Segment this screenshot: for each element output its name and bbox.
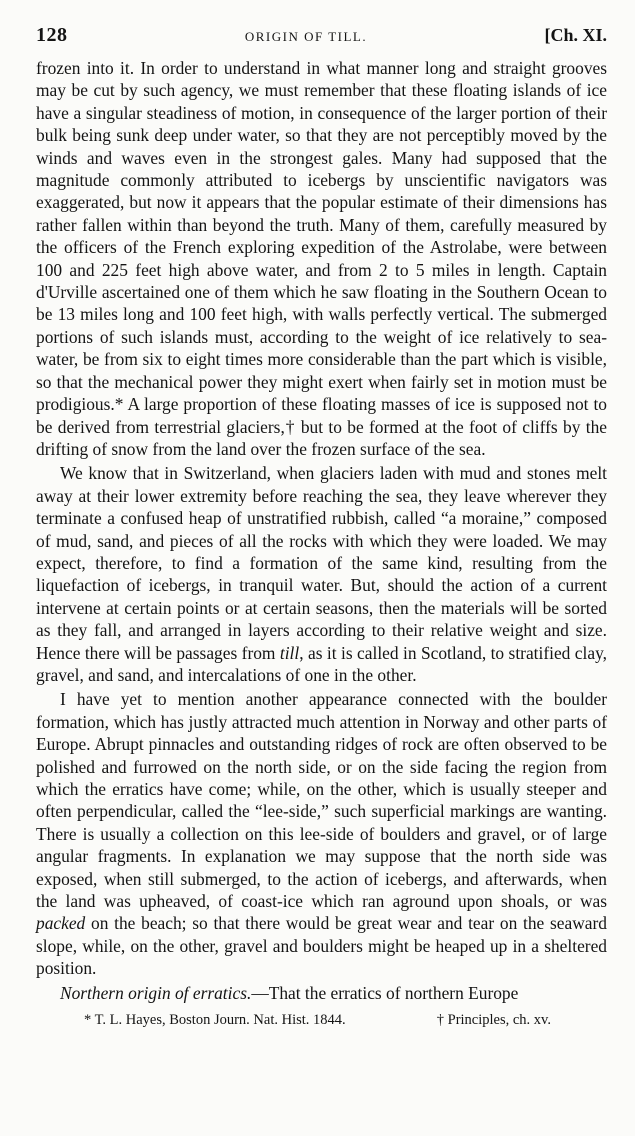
paragraph-northern-origin: Northern origin of erratics.—That the erratics of northern Europe bbox=[60, 982, 519, 1003]
page-number: 128 bbox=[36, 24, 68, 46]
italic-term-till: till bbox=[279, 642, 300, 663]
page-header bbox=[36, 24, 607, 47]
chapter-label: [Ch. XI. bbox=[544, 25, 607, 45]
paragraph-icebergs: frozen into it. In order to understand in what manner long and straight grooves may be cut by such agency, we must remember that these floating islands of ice have a singular steadiness of motion, in consequence of the larger portion of their bulk being sunk deep under water, so that they are not perceptibly moved by the winds and waves even in the strongest gales. Many had supposed that the magnitude commonly attributed to icebergs by unscientific navigators was exaggerated, but now it appears that the popular estimate of their dimensions has rather fallen within than beyond the truth. Many of them, carefully measured by the officers of the French exploring expedition of the Astrolabe, were between 100 and 225 feet high above water, and from 2 to 5 miles in length. Captain d'Urville ascertained one of them which he saw floating in the Southern Ocean to be 13 miles long and 100 feet high, with walls perfectly vertical. The submerged portions of such islands must, according to the weight of ice relatively to sea-water, be from six to eight times more considerable than the part which is visible, so that the mechanical power they might exert when fairly set in motion must be prodigious.* A large proportion of these floating masses of ice is supposed not to be derived from terrestrial glaciers,† but to be formed at the foot of cliffs by the drifting of snow from the land over the frozen surface of the sea. bbox=[36, 58, 607, 459]
running-title: ORIGIN OF TILL. bbox=[244, 29, 368, 44]
footnotes bbox=[36, 1012, 607, 1029]
paragraph-lee-side: I have yet to mention another appearance connected with the boulder formation, which has justly attracted much attention in Norway and other parts of Europe. Abrupt pinnacles and outstanding ridges of rock are often observed to be polished and furrowed on the north side, or on the side facing the region from which the erratics have come; while, on the other, which is usually steeper and often perpendicular, called the “lee-side,” such superficial markings are wanting. There is usually a collection on this lee-side of boulders and gravel, or of large angular fragments. In explanation we may suppose that the north side was exposed, when still submerged, to the action of icebergs, and afterwards, when the land was upheaved, of coast-ice which ran aground upon shoals, or was packed on the beach; so that there would be great wear and tear on the seaward slope, while, on the other, gravel and boulders might be heaped up in a sheltered position. bbox=[36, 689, 607, 979]
italic-term-packed: packed bbox=[36, 913, 86, 934]
body-text bbox=[36, 57, 607, 1004]
section-heading-northern-origin: Northern origin of erratics. bbox=[60, 982, 252, 1003]
paragraph-moraine: We know that in Switzerland, when glaciers laden with mud and stones melt away at their lower extremity before reaching the sea, they leave wherever they terminate a confused heap of unstratified rubbish, called “a moraine,” composed of mud, sand, and pieces of all the rocks with which they were loaded. We may expect, therefore, to find a formation of the same kind, resulting from the liquefaction of icebergs, in tranquil water. But, should the action of a current intervene at certain points or at certain seasons, then the materials will be sorted as they fall, and arranged in layers according to their relative weight and size. Hence there will be passages from till, as it is called in Scotland, to stratified clay, gravel, and sand, and intercalations of one in the other. bbox=[36, 463, 607, 685]
footnote-hayes: * T. L. Hayes, Boston Journ. Nat. Hist. 1844. bbox=[84, 1012, 346, 1029]
footnote-principles: † Principles, ch. xv. bbox=[436, 1012, 551, 1029]
